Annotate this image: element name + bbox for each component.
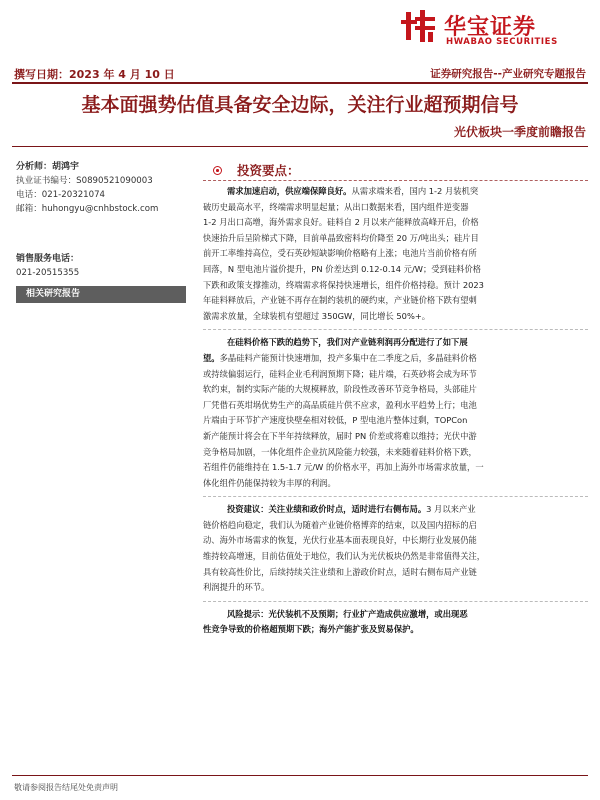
target-icon	[213, 166, 222, 175]
paragraph-bold-text: 需求加速启动，供应端保障良好。	[227, 186, 352, 196]
investment-paragraph	[203, 335, 588, 497]
paragraph-bold-text: 投资建议：关注业绩和政价时点，适时进行右侧布局。	[227, 504, 427, 515]
paragraph-text: 回落，N 型电池片溢价提升，PN 价差达到 0.12-0.14 元/W；受到硅料价格	[203, 263, 482, 274]
report-date: 撰写日期：2023 年 4 月 10 日	[14, 68, 175, 81]
footer-disclaimer: 敬请参阅报告结尾处免责声明	[14, 783, 118, 792]
logo-english-text: HWABAO SECURITIES	[446, 37, 558, 47]
paragraph-line	[203, 246, 588, 262]
heading-dashed-rule	[203, 180, 588, 181]
paragraph-text: 软约束，制约实际产能的大规模释放，阶段性改善环节竞争格局，头部硅片	[203, 384, 477, 395]
paragraph-bold-text: 性竞争导致的价格超预期下跌；海外产能扩张及贸易保护。	[203, 624, 419, 635]
paragraph-line	[203, 200, 588, 216]
paragraph-text: 动、海外市场需求的恢复，光伏行业基本面表现良好，中长期行业发展仍能	[203, 535, 477, 546]
paragraph-bold-text: 望。	[203, 352, 220, 363]
paragraph-text: 利润提升的环节。	[203, 582, 270, 593]
investment-highlights	[203, 160, 588, 648]
paragraph-text: 片端由于环节扩产速度快壁垒相对较低，P 型电池片整体过剩，TOPCon	[203, 415, 468, 426]
sales-label: 销售服务电话：	[16, 254, 80, 264]
paragraph-line	[203, 309, 588, 325]
analyst-name: 分析师：胡鸿宇	[16, 162, 80, 172]
paragraph-text: 维持较高增速，目前估值处于地位，我们认为光伏板块仍然是非常值得关注，	[203, 551, 486, 562]
paragraph-line	[203, 565, 588, 581]
paragraph-line	[203, 549, 588, 565]
paragraph-line	[203, 398, 588, 414]
paragraph-line	[203, 445, 588, 461]
footer-divider	[12, 775, 588, 776]
paragraph-line	[203, 460, 588, 476]
header-divider	[12, 82, 588, 84]
paragraph-bold-text: 风险提示：光伏装机不及预期；行业扩产造成供应激增，或出现恶	[227, 608, 468, 619]
paragraph-text: 前开工率维持高位，受石英砂短缺影响价格略有上涨；电池片当前价格有所	[203, 248, 477, 259]
paragraph-line	[203, 518, 588, 534]
paragraph-line	[203, 429, 588, 445]
paragraph-text: 若组件仍能维持在 1.5-1.7 元/W 的价格水平，再加上海外市场需求放量，一	[203, 462, 484, 473]
hwabao-logo-icon	[400, 8, 440, 44]
paragraph-text: 竞争格局加剧，一体化组件企业抗风险能力较强，未来随着硅料价格下跌，	[203, 446, 477, 457]
paragraph-line	[203, 215, 588, 231]
sales-phone: 021-20515355	[16, 268, 80, 278]
paragraph-text: 新产能预计将会在下半年持续释放，届时 PN 价差或将难以维持；光伏中游	[203, 430, 477, 441]
paragraph-line	[203, 184, 588, 200]
paragraph-text: 下跌和政策支撑推动，终端需求将保持快速增长，组件价格持稳。预计 2023	[203, 279, 484, 290]
paragraph-text: 1-2 月出口高增，海外需求良好。硅料自 2 月以来产能释放高峰开启，价格	[203, 217, 479, 228]
paragraph-text: 体化组件仍能保持较为丰厚的利润。	[203, 477, 336, 488]
paragraph-text: 具有较高性价比，后续持续关注业绩和上游政价时点，适时右侧布局产业链	[203, 566, 477, 577]
paragraph-text: 从需求端来看，国内 1-2 月装机突	[351, 186, 479, 196]
paragraph-text: 链价格趋向稳定，我们认为随着产业链价格博弈的结束，以及国内招标的启	[203, 519, 477, 530]
paragraph-line	[203, 351, 588, 367]
logo-chinese-text: 华宝证券	[444, 15, 537, 40]
paragraph-text: 破历史最高水平，终端需求明显起量；从出口数据来看，国内组件逆变器	[203, 201, 469, 212]
paragraph-line	[203, 293, 588, 309]
paragraph-line	[203, 278, 588, 294]
paragraph-text: 3 月以来产业	[426, 504, 476, 515]
page-subtitle: 光伏板块一季度前瞻报告	[453, 125, 586, 139]
investment-paragraphs	[203, 184, 588, 643]
paragraph-text: 多晶硅料产能预计快速增加，投产多集中在二季度之后，多晶硅料价格	[219, 352, 477, 363]
paragraph-text: 快速抬升后呈阶梯式下降，目前单晶致密料均价降至 20 万/吨出头；硅片目	[203, 232, 479, 243]
analyst-license: 执业证书编号：S0890521090003	[16, 176, 153, 186]
paragraph-line	[203, 476, 588, 492]
investment-paragraph	[203, 607, 588, 643]
paragraph-text: 年硅料释放后，产业链不再存在制约装机的硬约束，产业链价格下跌有望刺	[203, 295, 477, 306]
paragraph-text: 厂凭借石英坩埚优势生产的高品质硅片供不应求，盈利水平趋势上行；电池	[203, 399, 477, 410]
investment-paragraph	[203, 502, 588, 602]
page-title: 基本面强势估值具备安全边际，关注行业超预期信号	[81, 94, 519, 116]
paragraph-line	[203, 580, 588, 596]
paragraph-text: 或持续偏弱运行，硅料企业毛利润预期下降；硅片端，石英砂将会成为环节	[203, 368, 477, 379]
analyst-sidebar	[16, 160, 186, 303]
paragraph-line	[203, 622, 588, 638]
paragraph-line	[203, 367, 588, 383]
investment-heading	[203, 160, 588, 184]
investment-title: 投资要点：	[237, 163, 300, 178]
paragraph-line	[203, 262, 588, 278]
paragraph-line	[203, 607, 588, 623]
related-reports-bar: 相关研究报告	[16, 286, 186, 303]
paragraph-line	[203, 382, 588, 398]
analyst-email[interactable]: 邮箱：huhongyu@cnhbstock.com	[16, 204, 159, 214]
paragraph-line	[203, 335, 588, 351]
paragraph-line	[203, 413, 588, 429]
paragraph-line	[203, 231, 588, 247]
paragraph-line	[203, 533, 588, 549]
title-divider	[12, 146, 588, 147]
investment-paragraph	[203, 184, 588, 330]
paragraph-line	[203, 502, 588, 518]
analyst-phone: 电话：021-20321074	[16, 190, 106, 200]
company-logo	[400, 8, 585, 48]
paragraph-text: 激需求放量，全球装机有望超过 350GW，同比增长 50%+。	[203, 310, 431, 321]
report-type: 证券研究报告--产业研究专题报告	[430, 68, 586, 80]
paragraph-bold-text: 在硅料价格下跌的趋势下，我们对产业链利润再分配进行了如下展	[227, 337, 468, 348]
